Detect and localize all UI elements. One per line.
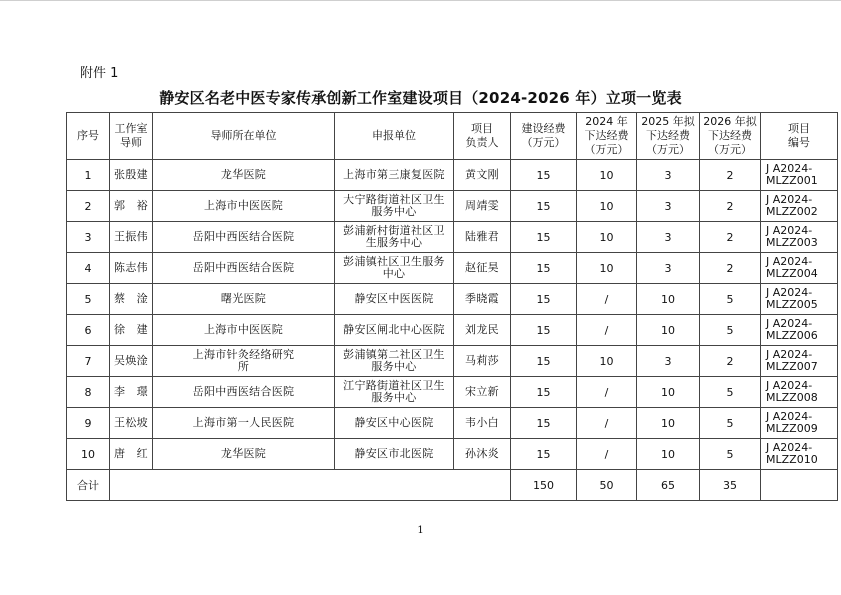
total-2026: 35	[700, 470, 761, 501]
cell-2025: 10	[637, 408, 700, 439]
total-2025: 65	[637, 470, 700, 501]
cell-apply-unit-line: 彭浦镇社区卫生服务	[343, 255, 445, 268]
total-blank-cell	[110, 470, 511, 501]
cell-2026: 2	[700, 253, 761, 284]
cell-seq: 5	[67, 284, 110, 315]
cell-project-code-line: J A2024-	[766, 193, 813, 206]
table-row	[67, 253, 838, 284]
cell-apply-unit-line: 服务中心	[371, 205, 417, 218]
header-seq-line: 序号	[77, 129, 99, 142]
header-budget-line: （万元）	[521, 136, 566, 149]
cell-apply-unit	[335, 377, 454, 408]
cell-budget: 15	[511, 408, 577, 439]
cell-mentor: 陈志伟	[110, 253, 153, 284]
cell-leader: 宋立新	[454, 377, 511, 408]
cell-seq: 3	[67, 222, 110, 253]
header-apply-unit	[335, 113, 454, 160]
cell-leader: 季晓霞	[454, 284, 511, 315]
cell-project-code-line: MLZZ004	[766, 267, 818, 280]
header-2024-funding-line: 下达经费	[584, 129, 629, 142]
cell-leader: 刘龙民	[454, 315, 511, 346]
cell-project-code-line: MLZZ007	[766, 360, 818, 373]
cell-mentor: 李 璟	[110, 377, 153, 408]
cell-project-code-line: MLZZ008	[766, 391, 818, 404]
cell-2025: 10	[637, 284, 700, 315]
table-row	[67, 284, 838, 315]
header-seq	[67, 113, 110, 160]
cell-apply-unit	[335, 160, 454, 191]
cell-project-code-line: MLZZ005	[766, 298, 818, 311]
cell-project-code-line: MLZZ009	[766, 422, 818, 435]
cell-project-code	[761, 284, 838, 315]
table-row	[67, 346, 838, 377]
header-mentor-unit	[153, 113, 335, 160]
cell-apply-unit	[335, 284, 454, 315]
top-rule	[0, 0, 841, 1]
cell-2026: 2	[700, 191, 761, 222]
cell-budget: 15	[511, 346, 577, 377]
project-table	[66, 112, 838, 501]
cell-seq: 7	[67, 346, 110, 377]
cell-mentor: 郭 裕	[110, 191, 153, 222]
cell-project-code	[761, 439, 838, 470]
cell-project-code-line: J A2024-	[766, 286, 813, 299]
header-budget	[511, 113, 577, 160]
cell-project-code-line: MLZZ003	[766, 236, 818, 249]
header-leader	[454, 113, 511, 160]
cell-2025: 3	[637, 191, 700, 222]
cell-apply-unit-line: 静安区中心医院	[354, 416, 434, 429]
cell-2025: 3	[637, 346, 700, 377]
cell-budget: 15	[511, 377, 577, 408]
cell-apply-unit	[335, 439, 454, 470]
header-leader-line: 负责人	[465, 136, 499, 149]
header-2026-funding-line: 2026 年拟	[703, 115, 757, 128]
cell-budget: 15	[511, 191, 577, 222]
cell-2024: 10	[577, 346, 637, 377]
header-2025-funding-line: 2025 年拟	[641, 115, 695, 128]
cell-budget: 15	[511, 253, 577, 284]
header-project-code-line: 编号	[788, 136, 810, 149]
cell-apply-unit	[335, 346, 454, 377]
cell-2024: /	[577, 284, 637, 315]
attachment-label: 附件 1	[80, 66, 119, 81]
page-number: 1	[417, 525, 424, 536]
cell-project-code-line: J A2024-	[766, 162, 813, 175]
table-row	[67, 191, 838, 222]
cell-2025: 3	[637, 160, 700, 191]
cell-apply-unit-line: 服务中心	[371, 391, 417, 404]
cell-mentor-unit: 岳阳中西医结合医院	[153, 253, 335, 284]
cell-apply-unit-line: 彭浦新村街道社区卫	[343, 224, 445, 237]
cell-2025: 10	[637, 377, 700, 408]
cell-seq: 9	[67, 408, 110, 439]
cell-mentor-unit-line: 所	[237, 360, 250, 373]
cell-apply-unit	[335, 315, 454, 346]
cell-project-code	[761, 315, 838, 346]
header-2025-funding-line: 下达经费	[646, 129, 690, 142]
header-project-code	[761, 113, 838, 160]
cell-project-code	[761, 160, 838, 191]
cell-project-code-line: J A2024-	[766, 348, 813, 361]
cell-apply-unit	[335, 253, 454, 284]
cell-2024: /	[577, 377, 637, 408]
cell-mentor: 王松坡	[110, 408, 153, 439]
cell-2026: 2	[700, 346, 761, 377]
cell-2025: 10	[637, 315, 700, 346]
cell-2026: 5	[700, 408, 761, 439]
header-mentor-unit-line: 导师所在单位	[210, 129, 277, 142]
cell-mentor-unit: 岳阳中西医结合医院	[153, 222, 335, 253]
cell-mentor-unit	[153, 346, 335, 377]
cell-mentor-unit-line: 上海市针灸经络研究	[192, 348, 295, 361]
cell-apply-unit	[335, 222, 454, 253]
cell-2025: 3	[637, 222, 700, 253]
header-2024-funding-line: 2024 年	[585, 115, 628, 128]
document-title: 静安区名老中医专家传承创新工作室建设项目（2024-2026 年）立项一览表	[159, 89, 682, 107]
cell-apply-unit-line: 静安区闸北中心医院	[343, 323, 445, 336]
header-2024-funding	[577, 113, 637, 160]
header-2026-funding-line: （万元）	[708, 143, 752, 156]
table-header-row	[67, 113, 838, 160]
cell-2024: 10	[577, 191, 637, 222]
cell-seq: 1	[67, 160, 110, 191]
header-budget-line: 建设经费	[521, 122, 566, 135]
cell-2026: 2	[700, 222, 761, 253]
cell-project-code	[761, 346, 838, 377]
header-project-code-line: 项目	[788, 122, 810, 135]
cell-2025: 10	[637, 439, 700, 470]
cell-leader: 孙沐炎	[454, 439, 511, 470]
cell-2024: 10	[577, 253, 637, 284]
cell-project-code-line: J A2024-	[766, 224, 813, 237]
cell-2026: 5	[700, 377, 761, 408]
header-2024-funding-line: （万元）	[584, 143, 629, 156]
cell-2025: 3	[637, 253, 700, 284]
cell-project-code-line: J A2024-	[766, 255, 813, 268]
cell-project-code-line: MLZZ001	[766, 174, 818, 187]
cell-budget: 15	[511, 284, 577, 315]
total-label: 合计	[67, 470, 110, 501]
cell-mentor-unit: 岳阳中西医结合医院	[153, 377, 335, 408]
header-2025-funding-line: （万元）	[646, 143, 690, 156]
cell-budget: 15	[511, 160, 577, 191]
cell-mentor-unit: 曙光医院	[153, 284, 335, 315]
table-row	[67, 222, 838, 253]
header-mentor-line: 导师	[120, 136, 142, 149]
header-2025-funding	[637, 113, 700, 160]
cell-seq: 10	[67, 439, 110, 470]
cell-2024: 10	[577, 222, 637, 253]
cell-apply-unit-line: 静安区市北医院	[354, 447, 434, 460]
cell-apply-unit-line: 江宁路街道社区卫生	[343, 379, 445, 392]
total-2024: 50	[577, 470, 637, 501]
table-row	[67, 377, 838, 408]
cell-seq: 2	[67, 191, 110, 222]
cell-2026: 2	[700, 160, 761, 191]
cell-mentor-unit: 龙华医院	[153, 439, 335, 470]
cell-project-code	[761, 191, 838, 222]
cell-2026: 5	[700, 439, 761, 470]
cell-mentor: 徐 建	[110, 315, 153, 346]
cell-project-code-line: J A2024-	[766, 441, 813, 454]
cell-2024: 10	[577, 160, 637, 191]
cell-apply-unit-line: 中心	[382, 267, 406, 280]
cell-project-code-line: J A2024-	[766, 379, 813, 392]
total-row	[67, 470, 838, 501]
cell-apply-unit-line: 服务中心	[371, 360, 417, 373]
header-mentor	[110, 113, 153, 160]
cell-apply-unit-line: 生服务中心	[365, 236, 423, 249]
cell-leader: 赵征昊	[454, 253, 511, 284]
cell-budget: 15	[511, 315, 577, 346]
cell-budget: 15	[511, 222, 577, 253]
cell-leader: 马莉莎	[454, 346, 511, 377]
header-2026-funding	[700, 113, 761, 160]
cell-apply-unit	[335, 408, 454, 439]
cell-apply-unit-line: 彭浦镇第二社区卫生	[343, 348, 445, 361]
header-leader-line: 项目	[471, 122, 493, 135]
cell-mentor-unit: 上海市第一人民医院	[153, 408, 335, 439]
cell-leader: 黄文刚	[454, 160, 511, 191]
cell-project-code-line: J A2024-	[766, 317, 813, 330]
cell-project-code-line: J A2024-	[766, 410, 813, 423]
cell-project-code-line: MLZZ002	[766, 205, 818, 218]
cell-mentor-unit: 上海市中医医院	[153, 315, 335, 346]
cell-mentor-unit: 上海市中医医院	[153, 191, 335, 222]
cell-2024: /	[577, 408, 637, 439]
header-apply-unit-line: 申报单位	[372, 129, 416, 142]
cell-2026: 5	[700, 284, 761, 315]
cell-apply-unit-line: 静安区中医医院	[354, 292, 434, 305]
cell-leader: 陆雅君	[454, 222, 511, 253]
cell-project-code-line: MLZZ006	[766, 329, 818, 342]
header-mentor-line: 工作室	[114, 122, 148, 135]
cell-seq: 6	[67, 315, 110, 346]
cell-mentor: 蔡 淦	[110, 284, 153, 315]
table-row	[67, 160, 838, 191]
cell-mentor: 唐 红	[110, 439, 153, 470]
table-row	[67, 408, 838, 439]
cell-2024: /	[577, 439, 637, 470]
cell-project-code-line: MLZZ010	[766, 453, 818, 466]
cell-leader: 韦小白	[454, 408, 511, 439]
cell-project-code	[761, 253, 838, 284]
cell-project-code	[761, 222, 838, 253]
cell-2026: 5	[700, 315, 761, 346]
cell-budget: 15	[511, 439, 577, 470]
total-budget: 150	[511, 470, 577, 501]
cell-mentor: 吴焕淦	[110, 346, 153, 377]
cell-2024: /	[577, 315, 637, 346]
cell-apply-unit-line: 大宁路街道社区卫生	[343, 193, 445, 206]
table-row	[67, 315, 838, 346]
cell-mentor: 王振伟	[110, 222, 153, 253]
cell-mentor: 张殷建	[110, 160, 153, 191]
cell-seq: 4	[67, 253, 110, 284]
cell-mentor-unit: 龙华医院	[153, 160, 335, 191]
cell-project-code	[761, 408, 838, 439]
total-code-blank	[761, 470, 838, 501]
cell-apply-unit-line: 上海市第三康复医院	[343, 168, 445, 181]
header-2026-funding-line: 下达经费	[708, 129, 752, 142]
cell-leader: 周靖雯	[454, 191, 511, 222]
cell-apply-unit	[335, 191, 454, 222]
table-row	[67, 439, 838, 470]
cell-project-code	[761, 377, 838, 408]
cell-seq: 8	[67, 377, 110, 408]
